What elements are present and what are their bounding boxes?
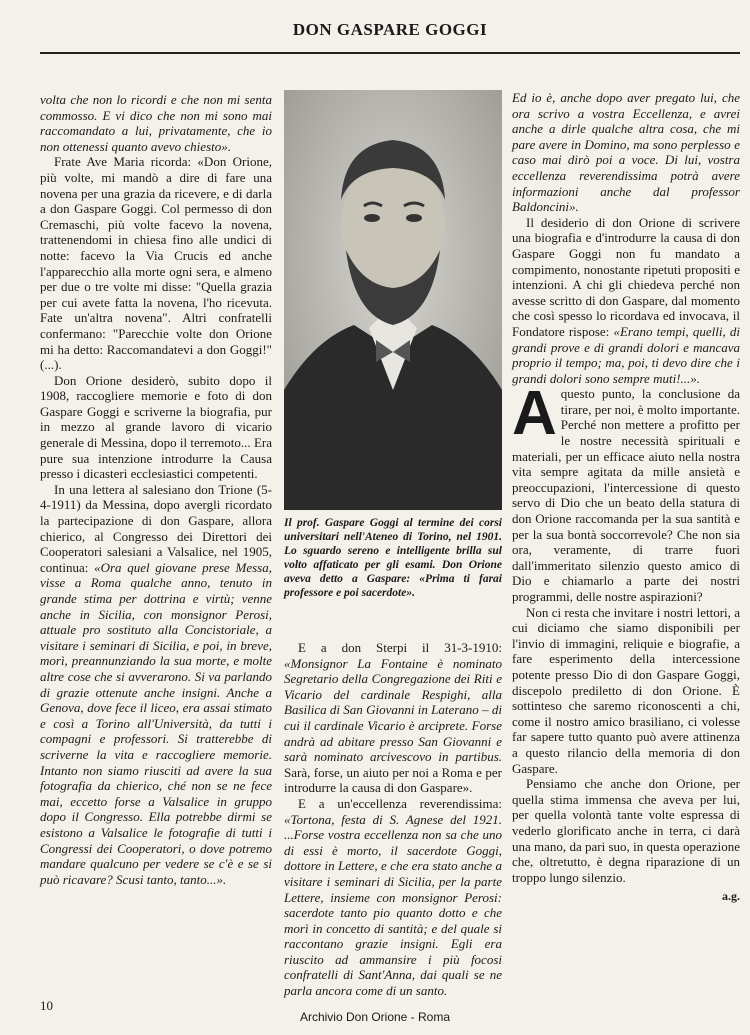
quote: «Erano tempi, quelli, di grandi prove e di grandi dolori e mancava proprio il tempo; ma, poi, ti devo dire che i grandi dolori sono sempre muti!...». (512, 323, 740, 386)
paragraph (40, 482, 272, 887)
page-title: DON GASPARE GOGGI (292, 20, 488, 39)
paragraph (284, 640, 502, 796)
page-header (40, 14, 740, 54)
column-1 (40, 92, 272, 887)
quote: «Monsignor La Fontaine è nominato Segretario della Congregazione dei Riti e Vicario del cardinale Respighi, alla Basilica di San Giovanni in Laterano – di cui il cardinale Vicario è arciprete. Forse andrà ad abitare presso San Giovanni e sarà nominato arcivescovo in partibus. (284, 655, 502, 765)
paragraph (512, 215, 740, 387)
paragraph: Non ci resta che invitare i nostri lettori, a cui diciamo che siamo disponibili per l'invio di immagini, reliquie e biografie, a fare esperimento della intercessione potente presso Dio di don Gaspare Goggi, discepolo prediletto di don Orione. È sottinteso che saremo riconoscenti a chi, come il nostro amico brasiliano, ci volesse far sapere tutto quanto può avere attinenza a questo rilancio della memoria di don Gaspare. (512, 604, 740, 776)
portrait-image (284, 90, 502, 510)
text-run: questo punto, la conclusione da tirare, per noi, è molto importante. Perché non mettere a profitto per le nostre necessità spirituali e materiali, per un efficace aiuto nella nostra vita sempre agitata da mille ansietà e preoccupazioni, l'intercessione di questo servo di Dio che un beato della statura di don Orione raccomanda per la sua santità e per la sua bontà soccorrevole? Che non sia ora, veramente, di trarre fuori dall'immeritato silenzio questo amico di Dio e chiamarlo a parte dei nostri programmi, delle nostre aspirazioni? (512, 386, 740, 604)
text-run: E a don Sterpi il 31-3-1910: (298, 640, 502, 655)
archive-footer: Archivio Don Orione - Roma (299, 1010, 451, 1024)
paragraph (512, 379, 740, 604)
photo-caption: Il prof. Gaspare Goggi al termine dei corsi universitari nell'Ateneo di Torino, nel 1901. Lo sguardo sereno e intelligente brilla sul volto affaticato per gli esami. Don Orione aveva detto a Gaspare: «Prima ti farai professore e poi sacerdote». (284, 517, 502, 599)
text-run: Sarà, forse, un aiuto per noi a Roma e per introdurre la causa di don Gaspare». (284, 764, 502, 796)
text-run: In una lettera al salesiano don Trione (5-4-1911) da Messina, dopo avergli ricordato la partecipazione di don Gaspare, allora chierico, al Congresso dei Direttori dei Cooperatori salesiani a Valsalice, nel 1905, continua: (40, 481, 272, 575)
column-3 (512, 90, 740, 905)
portrait-photo (284, 90, 502, 510)
paragraph (284, 796, 502, 999)
paragraph: Don Orione desiderò, subito dopo il 1908, raccogliere memorie e foto di don Gaspare Goggi e scriverne la biografia, pur in mezzo al grande lavoro di vicario generale di Messina, dopo il terremoto... Era pure sua intenzione introdurre la Causa presso i dicasteri ecclesiastici competenti. (40, 372, 272, 482)
quote: «Tortona, festa di S. Agnese del 1921. ...Forse vostra eccellenza non sa che uno di essi è morto, il sacerdote Goggi, dottore in Lettere, e che era stato anche a visitare i seminari di Sicilia, per la parte Lettere, insieme con monsignor Perosi: sacerdote tanto pio quanto dotto e che morì in concetto di santità; e del quale si raccontano grazie insigni. Egli era riuscito ad ammansire i più focosi confratelli di Sant'Anna, dai quali se ne parla ancora come di un santo. (284, 811, 502, 999)
paragraph: volta che non lo ricordi e che non mi senta commosso. E vi dico che non mi sono mai raccomandato a lui, privatamente, che io non ottenessi quanto avevo chiesto». (40, 92, 272, 154)
paragraph: Pensiamo che anche don Orione, per quella stima immensa che aveva per lui, per quella volontà tante volte espressa di vederlo glorificato anche in terra, ci darà una mano, da pari suo, in questa operazione che, oltretutto, è degna riparazione di un troppo lungo silenzio. (512, 776, 740, 885)
drop-cap: A (512, 379, 557, 449)
quote: «Ora quel giovane prese Messa, visse a Roma qualche anno, tenuto in grande stima per dottrina e virtù; venne anche in Sicilia, con monsignor Perosi, attuale pro sostituto alla Concistoriale, a visitare i seminari di Sicilia, e poi, in breve, morì, preannunziando la sua morte, e molte altre cose che si avverarono. Si va parlando di grazie ottenute anche insigni. Anche a Genova, dove fece il liceo, era assai stimato e così a Torino all'Università, da tutti i compagni e professori. Si tratterebbe di scriverne la vita e raccogliere memorie. Intanto non siamo riusciti ad avere la sua fotografia da chierico, ché non se ne fece mai, eccetto forse a Valsalice in gruppo dopo il Congresso. Ella potrebbe dirmi se esistono a Valsalice le fotografie di tutti i Congressi dei Cooperatori, o dove potremo mandare qualcuno per vedere se c'è e se si può ricavare? Scusi tanto, tanto...». (40, 559, 272, 887)
column-2 (284, 640, 502, 999)
text-run: E a un'eccellenza reverendissima: (298, 795, 502, 811)
paragraph: Ed io è, anche dopo aver pregato lui, che ora scrivo a vostra Eccellenza, e avrei anche a dirle qualche altra cosa, che mi pare avere in Domino, ma sono perplesso e caso mai dirò poi a voce. Di lui, vostra eccellenza reverendissima potrà avere informazioni anche dal professor Baldoncini». (512, 90, 740, 215)
page-number: 10 (40, 998, 53, 1013)
author-signature: a.g. (722, 889, 740, 904)
text-run: Il desiderio di don Orione di scrivere una biografia e d'introdurre la causa di don Gaspare Goggi non fu mandato a compimento, nonostante ripetuti propositi e intenzioni. A chi gli chiedeva perché non avesse scritto di don Gaspare, dal momento che così spesso lo ricordava ed invocava, il Fondatore rispose: (512, 214, 740, 339)
paragraph: Frate Ave Maria ricorda: «Don Orione, più volte, mi mandò a dire di fare una novena per una grazia da ricevere, e di darla a don Gaspare Goggi. Col permesso di don Cremaschi, più volte facevo la novena, trattenendomi in chiesa fino alle undici di notte: facevo la Via Crucis ed anche l'apparecchio alla morte ogni sera, e almeno per due o tre volte mi disse: "Quella grazia per cui avete fatta la novena, l'ho ricevuta. Fate un'altra novena". Altri confratelli confermano: "Parecchie volte don Orione mi ha detto: Raccomandatevi a don Goggi!" (...). (40, 154, 272, 373)
